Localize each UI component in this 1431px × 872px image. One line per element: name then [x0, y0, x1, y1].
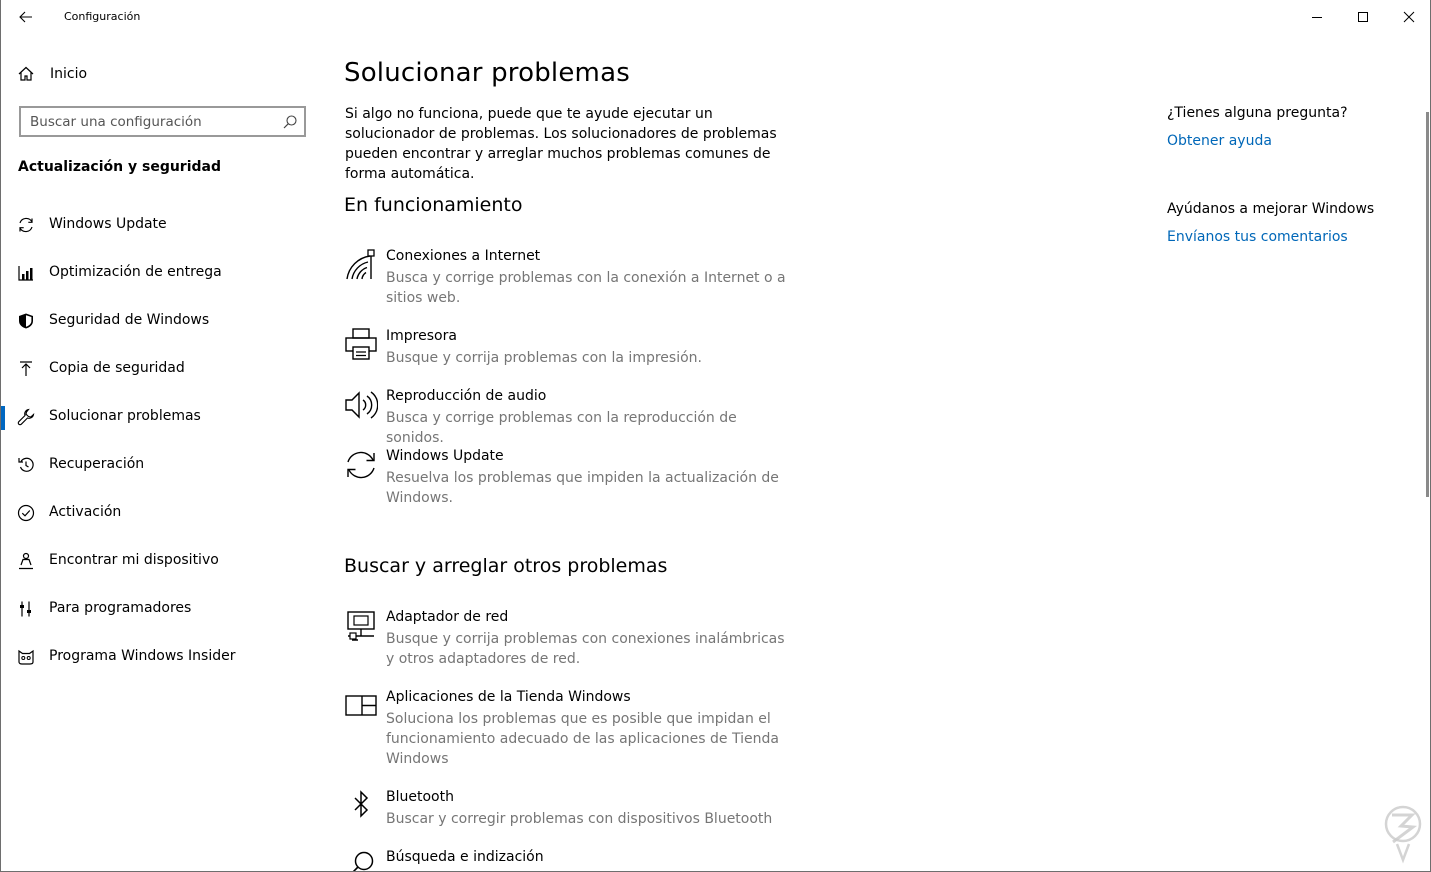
backup-arrow-icon: [17, 360, 35, 378]
speaker-icon: [344, 388, 378, 422]
search-icon[interactable]: [282, 114, 298, 134]
sidebar-item-label: Copia de seguridad: [49, 360, 185, 376]
troubleshooter-network-adapter[interactable]: [344, 609, 814, 669]
bluetooth-icon: [344, 789, 378, 823]
check-circle-icon: [17, 504, 35, 522]
intro-text: Si algo no funciona, puede que te ayude ejecutar un solucionador de problemas. Los solucionadores de problemas pueden encontrar y arreglar muchos problemas comunes de forma automática.: [345, 106, 777, 182]
sidebar-item-activation[interactable]: [1, 490, 321, 538]
troubleshooter-name: Aplicaciones de la Tienda Windows: [386, 689, 631, 705]
home-label: Inicio: [50, 66, 88, 82]
sidebar-item-label: Recuperación: [49, 456, 145, 472]
shield-icon: [17, 312, 35, 330]
close-icon: [1403, 11, 1415, 23]
sidebar-item-label: Solucionar problemas: [49, 408, 201, 424]
sidebar-item-recovery[interactable]: [1, 442, 321, 490]
troubleshooter-internet[interactable]: [344, 248, 814, 308]
delivery-optimization-icon: [17, 264, 35, 282]
sidebar-item-label: Para programadores: [49, 600, 192, 616]
sidebar-item-label: Encontrar mi dispositivo: [49, 552, 219, 568]
maximize-button[interactable]: [1340, 0, 1386, 34]
get-help-link[interactable]: Obtener ayuda: [1167, 133, 1272, 149]
store-apps-icon: [344, 689, 378, 723]
wrench-icon: [17, 408, 35, 426]
troubleshooter-name: Windows Update: [386, 448, 504, 464]
sidebar-item-troubleshoot[interactable]: [1, 394, 321, 442]
troubleshooter-description: Busca y corrige problemas con la conexión a Internet o a sitios web.: [386, 270, 786, 306]
settings-search[interactable]: [19, 106, 306, 137]
recovery-icon: [17, 456, 35, 474]
home-icon: [17, 65, 35, 83]
troubleshooter-description: Busque y corrija problemas con conexiones inalámbricas y otros adaptadores de red.: [386, 631, 785, 667]
sidebar-item-label: Programa Windows Insider: [49, 648, 236, 664]
back-arrow-icon: [19, 11, 33, 23]
sidebar-item-label: Optimización de entrega: [49, 264, 222, 280]
troubleshooter-printer[interactable]: [344, 328, 814, 368]
search-input[interactable]: [30, 113, 280, 131]
improve-heading: Ayúdanos a mejorar Windows: [1167, 201, 1375, 217]
back-button[interactable]: [7, 0, 45, 34]
scroll-thumb[interactable]: [1426, 112, 1429, 497]
troubleshooter-description: Busca y corrige problemas con la reproducción de sonidos.: [386, 410, 737, 446]
troubleshooter-name: Conexiones a Internet: [386, 248, 541, 264]
sidebar-item-insider[interactable]: [1, 634, 321, 682]
insider-cat-icon: [17, 648, 35, 666]
home-link[interactable]: [17, 62, 87, 86]
sidebar-item-windows-update[interactable]: [1, 202, 321, 250]
troubleshooter-name: Reproducción de audio: [386, 388, 547, 404]
maximize-icon: [1357, 11, 1369, 23]
troubleshooter-windows-update[interactable]: [344, 448, 814, 508]
close-button[interactable]: [1386, 0, 1431, 34]
sync-icon: [17, 216, 35, 234]
sync-icon: [344, 448, 378, 482]
troubleshooter-store-apps[interactable]: [344, 689, 814, 769]
section-title: Actualización y seguridad: [18, 159, 221, 175]
minimize-button[interactable]: [1294, 0, 1340, 34]
troubleshooter-description: Busque y corrija problemas con la impresión.: [386, 350, 702, 366]
troubleshooter-name: Búsqueda e indización: [386, 849, 544, 865]
sidebar-nav: [1, 202, 321, 682]
troubleshooter-name: Impresora: [386, 328, 457, 344]
sidebar-item-label: Seguridad de Windows: [49, 312, 210, 328]
person-location-icon: [17, 552, 35, 570]
sidebar: [1, 34, 321, 872]
app-title: Configuración: [64, 10, 141, 23]
minimize-icon: [1311, 11, 1323, 23]
troubleshooter-audio[interactable]: [344, 388, 814, 446]
feedback-link[interactable]: Envíanos tus comentarios: [1167, 229, 1348, 245]
troubleshooter-bluetooth[interactable]: [344, 789, 814, 829]
sidebar-item-label: Activación: [49, 504, 122, 520]
sidebar-item-windows-security[interactable]: [1, 298, 321, 346]
question-heading: ¿Tienes alguna pregunta?: [1167, 105, 1348, 121]
sidebar-item-developers[interactable]: [1, 586, 321, 634]
group-title-running: En funcionamiento: [344, 194, 523, 216]
troubleshooter-description: Resuelva los problemas que impiden la actualización de Windows.: [386, 470, 779, 506]
troubleshooter-name: Adaptador de red: [386, 609, 509, 625]
printer-icon: [344, 328, 378, 362]
page-title: Solucionar problemas: [344, 58, 630, 88]
troubleshooter-description: Buscar y corregir problemas con dispositivos Bluetooth: [386, 811, 773, 827]
sidebar-item-backup[interactable]: [1, 346, 321, 394]
title-bar: [1, 0, 1431, 34]
search-icon: [344, 849, 378, 872]
network-adapter-icon: [344, 609, 378, 643]
sidebar-item-delivery-optimization[interactable]: [1, 250, 321, 298]
sidebar-item-label: Windows Update: [49, 216, 167, 232]
vertical-scrollbar[interactable]: [1423, 34, 1431, 872]
troubleshooter-description: Soluciona los problemas que es posible que impidan el funcionamiento adecuado de las aplicaciones de Tienda Windows: [386, 711, 779, 767]
group-title-other: Buscar y arreglar otros problemas: [344, 555, 668, 577]
sidebar-item-find-device[interactable]: [1, 538, 321, 586]
watermark-logo-icon: [1379, 800, 1429, 864]
developer-tools-icon: [17, 600, 35, 618]
troubleshooter-name: Bluetooth: [386, 789, 454, 805]
internet-connection-icon: [344, 248, 378, 282]
troubleshooter-search-indexing[interactable]: [344, 849, 814, 872]
